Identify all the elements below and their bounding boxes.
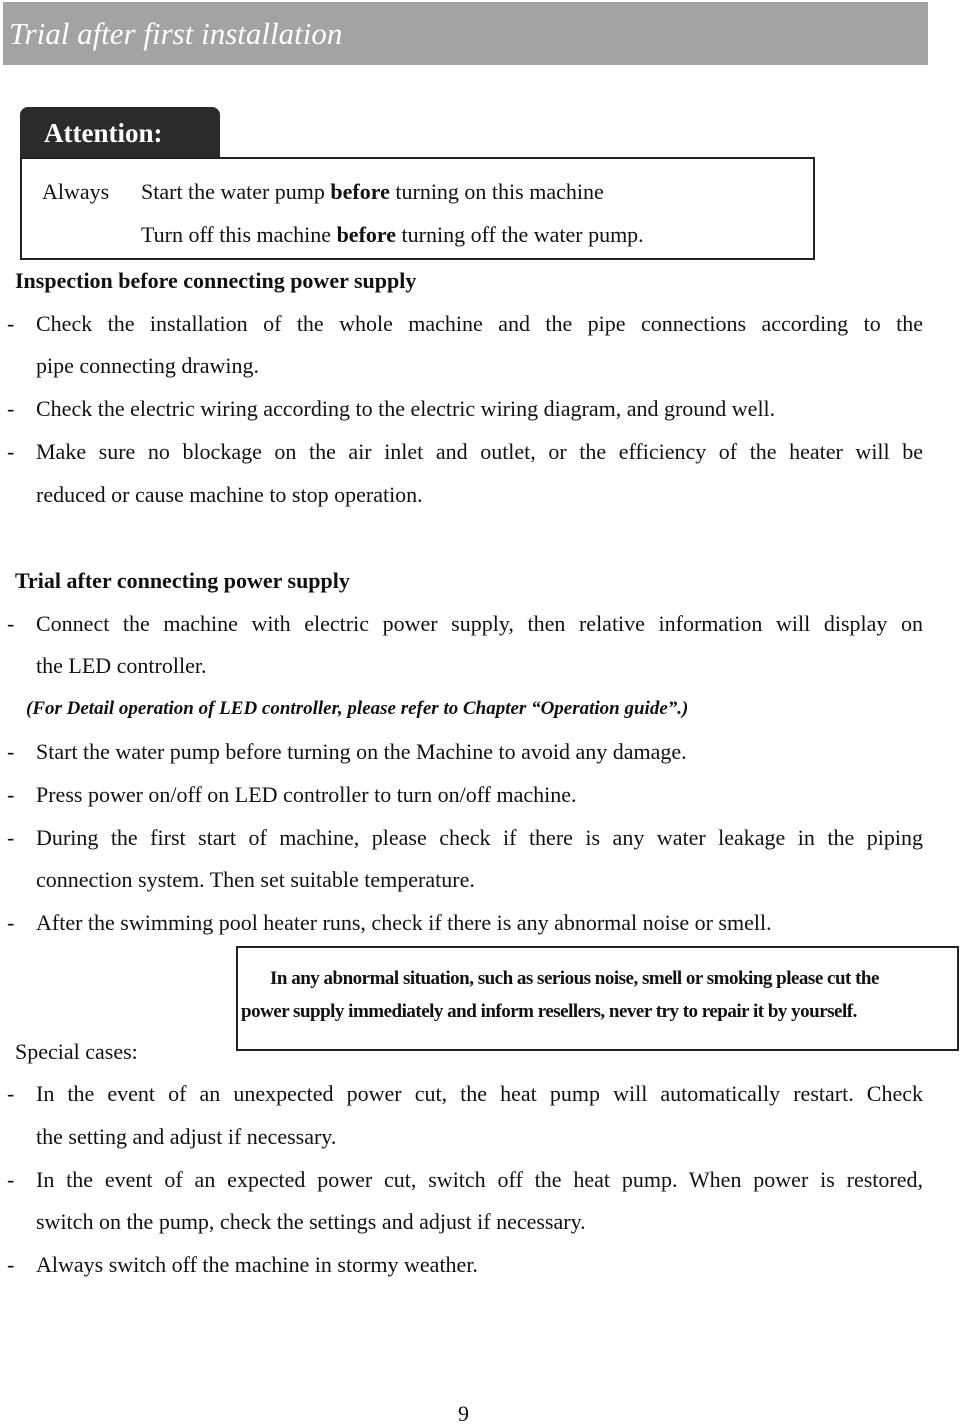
- inspection-item-2: Check the electric wiring according to the electric wiring diagram, and ground well.: [36, 396, 776, 421]
- section-title: Trial after first installation: [9, 16, 343, 51]
- trial-item-4: During the first start of machine, please check if there is any water leakage in the piping: [36, 825, 923, 850]
- warning-line-1: In any abnormal situation, such as serious noise, smell or smoking please cut the: [270, 968, 879, 989]
- bullet-dash: -: [7, 739, 15, 764]
- trial-item-1-cont: the LED controller.: [36, 653, 207, 678]
- bullet-dash: -: [7, 910, 15, 935]
- trial-note: (For Detail operation of LED controller, please refer to Chapter “Operation guide”.): [26, 698, 689, 719]
- attention-label: Attention:: [44, 118, 163, 148]
- inspection-heading: Inspection before connecting power supply: [15, 268, 417, 293]
- inspection-item-3: Make sure no blockage on the air inlet and outlet, or the efficiency of the heater will be: [36, 439, 923, 464]
- bullet-dash: -: [7, 782, 15, 807]
- attention-always: Always: [42, 179, 110, 204]
- bullet-dash: -: [7, 1081, 15, 1106]
- trial-item-3: Press power on/off on LED controller to turn on/off machine.: [36, 782, 577, 807]
- bullet-dash: -: [7, 611, 15, 636]
- inspection-item-3-cont: reduced or cause machine to stop operation.: [36, 482, 423, 507]
- trial-heading: Trial after connecting power supply: [15, 568, 350, 593]
- attention-line-1: Start the water pump before turning on this machine: [141, 179, 604, 204]
- section-title-bar: [3, 2, 928, 65]
- inspection-item-1: Check the installation of the whole machine and the pipe connections according to the: [36, 311, 923, 336]
- bullet-dash: -: [7, 1167, 15, 1192]
- attention-tab: [20, 107, 220, 157]
- page-number: 9: [458, 1401, 469, 1426]
- warning-line-2: power supply immediately and inform resellers, never try to repair it by yourself.: [241, 1001, 857, 1022]
- trial-item-5: After the swimming pool heater runs, check if there is any abnormal noise or smell.: [36, 910, 772, 935]
- bullet-dash: -: [7, 439, 15, 464]
- bullet-dash: -: [7, 396, 15, 421]
- attention-line-2: Turn off this machine before turning off the water pump.: [141, 222, 644, 247]
- special-item-2-cont: switch on the pump, check the settings and adjust if necessary.: [36, 1209, 586, 1234]
- special-item-1-cont: the setting and adjust if necessary.: [36, 1124, 337, 1149]
- inspection-item-1-cont: pipe connecting drawing.: [36, 353, 259, 378]
- trial-item-2: Start the water pump before turning on the Machine to avoid any damage.: [36, 739, 687, 764]
- warning-box: [236, 946, 959, 1051]
- special-item-3: Always switch off the machine in stormy weather.: [36, 1252, 478, 1277]
- special-item-1: In the event of an unexpected power cut, the heat pump will automatically restart. Check: [36, 1081, 923, 1106]
- trial-item-1: Connect the machine with electric power supply, then relative information will display on: [36, 611, 923, 636]
- trial-item-4-cont: connection system. Then set suitable temperature.: [36, 867, 475, 892]
- bullet-dash: -: [7, 1252, 15, 1277]
- special-item-2: In the event of an expected power cut, switch off the heat pump. When power is restored,: [36, 1167, 923, 1192]
- bullet-dash: -: [7, 311, 15, 336]
- special-heading: Special cases:: [15, 1039, 138, 1064]
- bullet-dash: -: [7, 825, 15, 850]
